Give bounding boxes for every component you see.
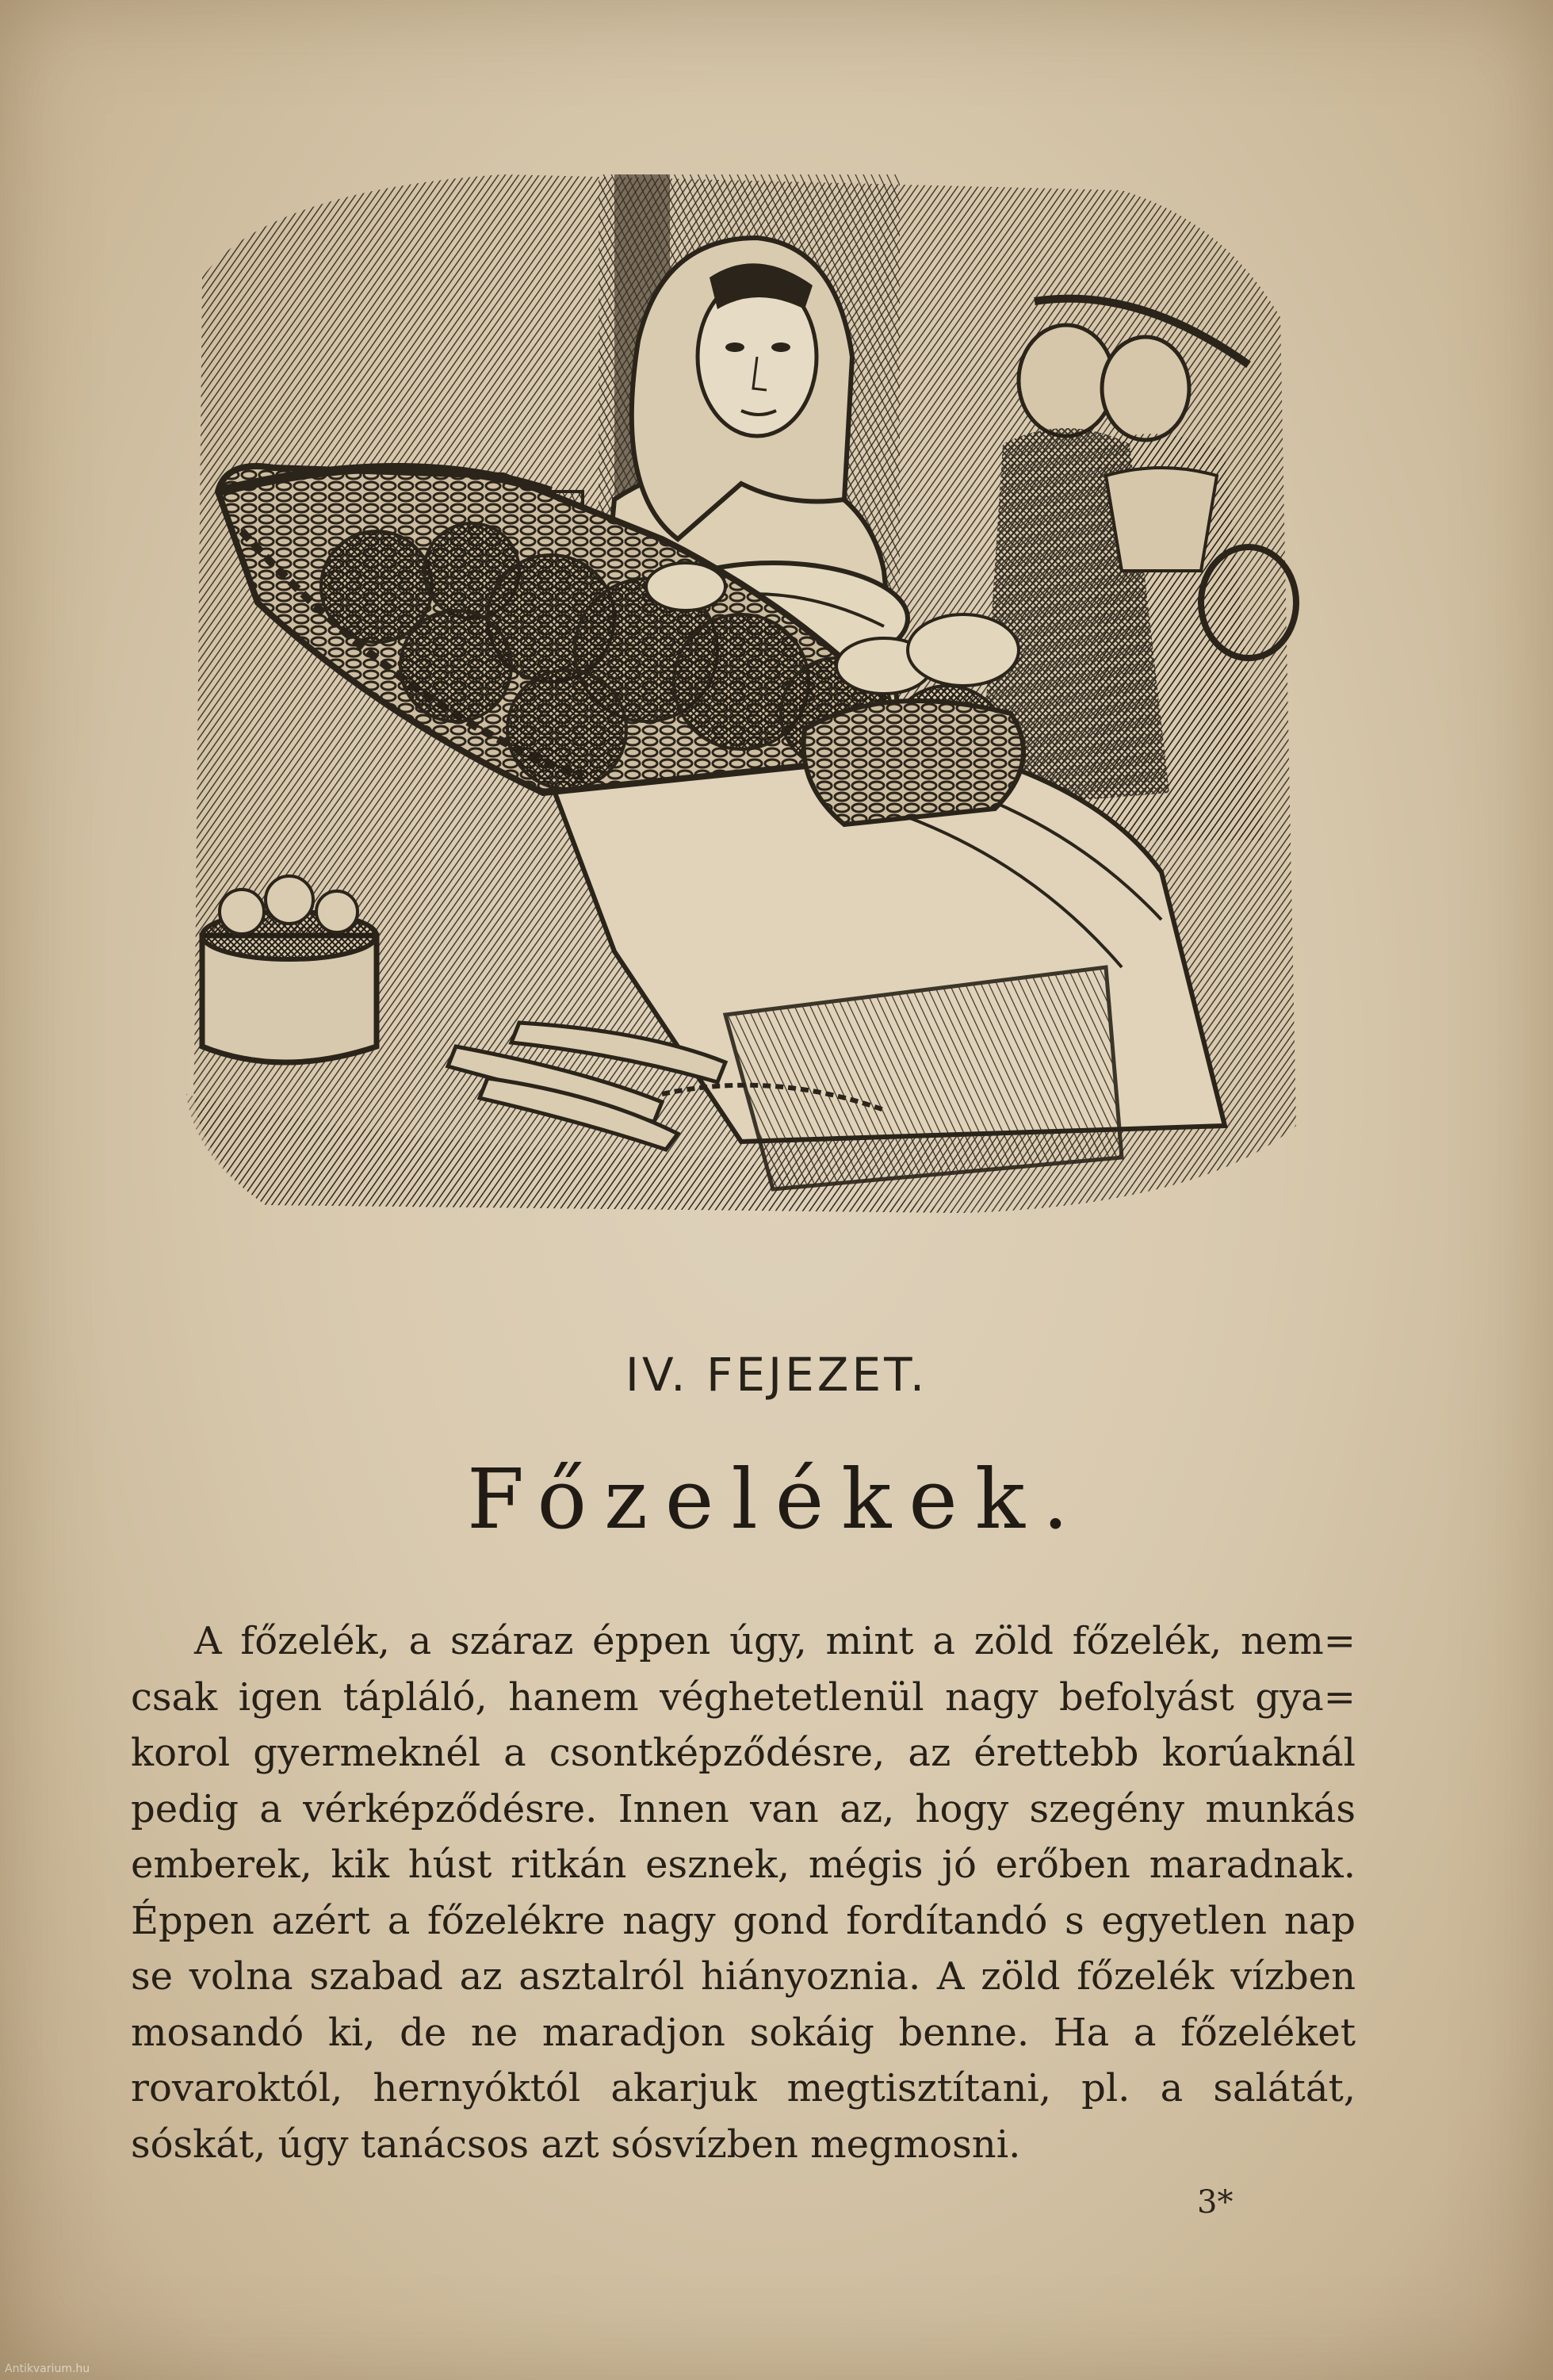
paragraph-line: emberek, kik húst ritkán esznek, mégis jó erőben maradnak. xyxy=(131,1842,1356,1887)
paragraph-line: pedig a vérképződésre. Innen van az, hogy szegény munkás xyxy=(131,1786,1356,1831)
chapter-number: IV. FEJEZET. xyxy=(625,1348,928,1402)
paragraph-line: korol gyermeknél a csontképződésre, az érettebb korúaknál xyxy=(131,1731,1356,1775)
paragraph-line: se volna szabad az asztalról hiányoznia. A zöld főzelék vízben xyxy=(131,1954,1356,1999)
paragraph-line: Éppen azért a főzelékre nagy gond fordítandó s egyetlen nap xyxy=(131,1898,1356,1943)
paragraph-line: rovaroktól, hernyóktól akarjuk megtisztítani, pl. a salátát, xyxy=(131,2066,1356,2110)
body-paragraph xyxy=(131,1613,1356,2172)
watermark-text: Antikvarium.hu xyxy=(5,2363,90,2375)
paragraph-line: csak igen tápláló, hanem véghetetlenül nagy befolyást gya= xyxy=(131,1674,1356,1720)
paragraph-line: A főzelék, a száraz éppen úgy, mint a zöld főzelék, nem= xyxy=(194,1619,1356,1663)
paragraph-line: sóskát, úgy tanácsos azt sósvízben megmosni. xyxy=(131,2122,1021,2167)
chapter-title: Főzelékek. xyxy=(467,1451,1086,1548)
engraving-image xyxy=(170,159,1316,1225)
signature-mark: 3* xyxy=(1197,2184,1234,2221)
paragraph-line: mosandó ki, de ne maradjon sokáig benne. Ha a főzeléket xyxy=(131,2010,1356,2055)
vegetable-seller-engraving xyxy=(170,159,1316,1225)
